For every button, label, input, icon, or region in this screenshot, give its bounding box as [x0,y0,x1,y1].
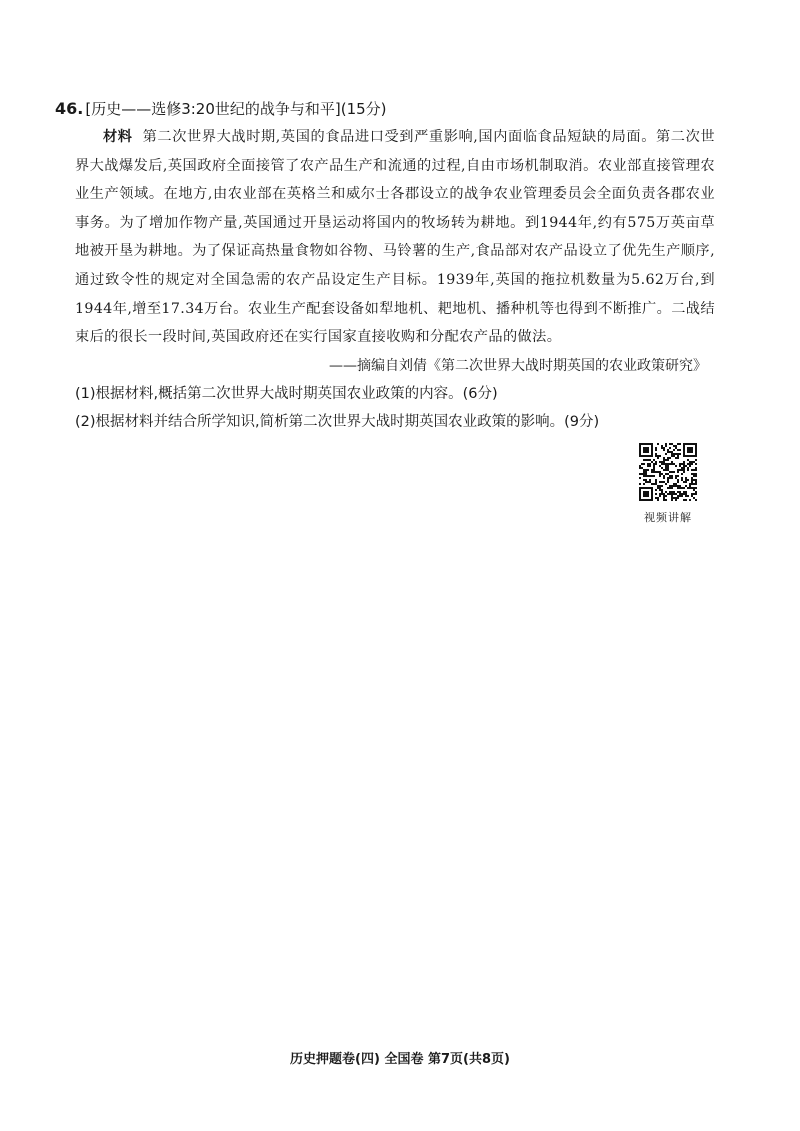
material-text: 第二次世界大战时期,英国的食品进口受到严重影响,国内面临食品短缺的局面。第二次世界大战爆发后,英国政府全面接管了农产品生产和流通的过程,自由市场机制取消。农业部直接管理农业生产领域。在地方,由农业部在英格兰和威尔士各郡设立的战争农业管理委员会全面负责各郡农业事务。为了增加作物产量,英国通过开垦运动将国内的牧场转为耕地。到1944年,约有575万英亩草地被开垦为耕地。为了保证高热量食物如谷物、马铃薯的生产,食品部对农产品设立了优先生产顺序,通过致令性的规定对全国急需的农产品设定生产目标。1939年,英国的拖拉机数量为5.62万台,到1944年,增至17.34万台。农业生产配套设备如犁地机、耙地机、播种机等也得到不断推广。二战结束后的很长一段时间,英国政府还在实行国家直接收购和分配农产品的做法。 [75,129,715,346]
material-source: ——摘编自刘倩《第二次世界大战时期英国的农业政策研究》 [329,357,707,374]
qr-caption: 视频讲解 [644,511,692,524]
question-number: 46. [55,99,84,118]
qr-code-icon[interactable] [639,443,697,501]
video-explanation-qr[interactable] [636,443,700,525]
question-heading: [历史——选修3:20世纪的战争与和平](15分) [85,100,387,118]
material-paragraph [55,123,715,352]
page-footer: 历史押题卷(四) 全国卷 第7页(共8页) [290,1052,510,1067]
question-heading-line [55,95,715,123]
sub-question-1: (1)根据材料,概括第二次世界大战时期英国农业政策的内容。(6分) [75,385,498,402]
material-label: 材料 [103,129,133,145]
question-46 [55,95,715,436]
sub-question-2: (2)根据材料并结合所学知识,简析第二次世界大战时期英国农业政策的影响。(9分) [75,413,600,430]
